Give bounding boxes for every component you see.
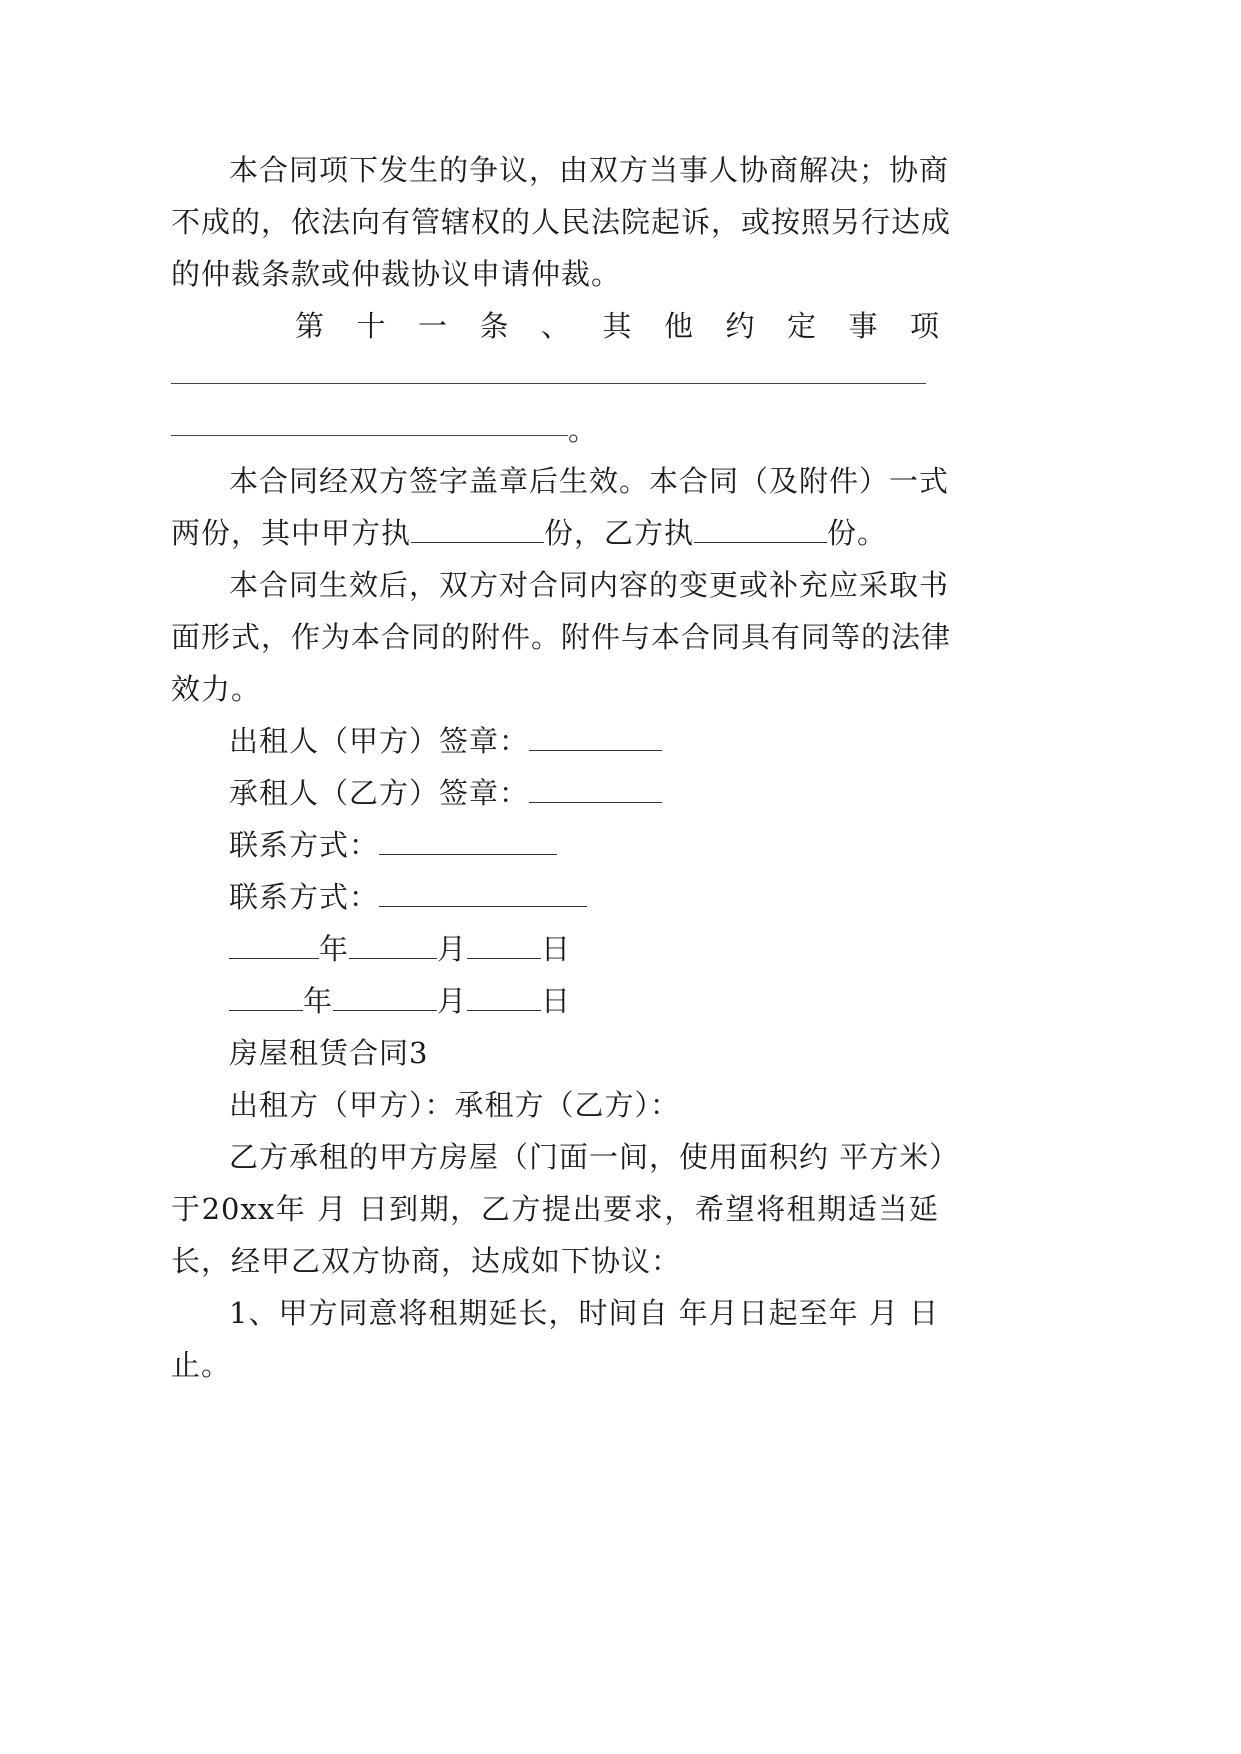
lessee-signature-row	[229, 773, 662, 813]
contract-3-p1-line-1: 乙方承租的甲方房屋（门面一间，使用面积约 平方米）	[229, 1140, 960, 1174]
contract-3-p2-line-2: 止。	[171, 1348, 232, 1382]
date-1-day-blank	[467, 932, 541, 959]
blank-rule-2	[171, 435, 568, 436]
date-row-1	[229, 929, 571, 969]
date-2-month-label: 月	[437, 984, 468, 1018]
effect-line-2	[171, 513, 887, 553]
contract-3-p1-line-3: 长，经甲乙双方协商，达成如下协议：	[171, 1244, 682, 1278]
dispute-line-2: 不成的，依法向有管辖权的人民法院起诉，或按照另行达成	[171, 205, 952, 239]
party-a-copies-blank	[411, 516, 544, 543]
contact-label-1: 联系方式：	[229, 828, 380, 862]
date-1-month-blank	[349, 932, 437, 959]
contract-3-p2-line-1: 1、甲方同意将租期延长，时间自 年月日起至年 月 日	[229, 1296, 940, 1330]
date-1-day-label: 日	[541, 932, 572, 966]
contract-3-p1-line-2: 于20xx年 月 日到期，乙方提出要求，希望将租期适当延	[171, 1192, 939, 1226]
lessor-signature-blank	[529, 724, 662, 751]
amend-line-2: 面形式，作为本合同的附件。附件与本合同具有同等的法律	[171, 620, 952, 654]
lessor-signature-row	[229, 721, 662, 761]
contact-blank-1	[379, 828, 557, 855]
effect-line-2-b: 份，乙方执	[544, 516, 695, 550]
amend-line-3: 效力。	[171, 672, 262, 706]
blank-rule-period: 。	[568, 413, 599, 447]
lessor-signature-label: 出租人（甲方）签章：	[229, 724, 530, 758]
article-11-heading: 第十一条、其他约定事项	[295, 309, 939, 343]
contract-3-parties: 出租方（甲方）：承租方（乙方）：	[229, 1088, 681, 1122]
amend-line-1: 本合同生效后，双方对合同内容的变更或补充应采取书	[229, 568, 950, 602]
contract-3-title: 房屋租赁合同3	[229, 1036, 429, 1070]
date-2-month-blank	[333, 984, 437, 1011]
contact-blank-2	[379, 880, 587, 907]
date-1-year-label: 年	[319, 932, 350, 966]
dispute-line-1: 本合同项下发生的争议，由双方当事人协商解决；协商	[229, 153, 950, 187]
contact-label-2: 联系方式：	[229, 880, 380, 914]
effect-line-1: 本合同经双方签字盖章后生效。本合同（及附件）一式	[229, 464, 950, 498]
date-1-year-blank	[229, 932, 319, 959]
effect-line-2-c: 份。	[827, 516, 888, 550]
dispute-line-3: 的仲裁条款或仲裁协议申请仲裁。	[171, 257, 622, 291]
blank-rule-1	[171, 383, 926, 384]
date-2-year-label: 年	[303, 984, 334, 1018]
date-row-2	[229, 981, 571, 1021]
date-1-month-label: 月	[437, 932, 468, 966]
contact-row-2	[229, 877, 587, 917]
contact-row-1	[229, 825, 557, 865]
date-2-day-label: 日	[541, 984, 572, 1018]
lessee-signature-blank	[529, 776, 662, 803]
effect-line-2-a: 两份，其中甲方执	[171, 516, 412, 550]
party-b-copies-blank	[694, 516, 827, 543]
date-2-day-blank	[467, 984, 541, 1011]
date-2-year-blank	[229, 984, 303, 1011]
lessee-signature-label: 承租人（乙方）签章：	[229, 776, 530, 810]
